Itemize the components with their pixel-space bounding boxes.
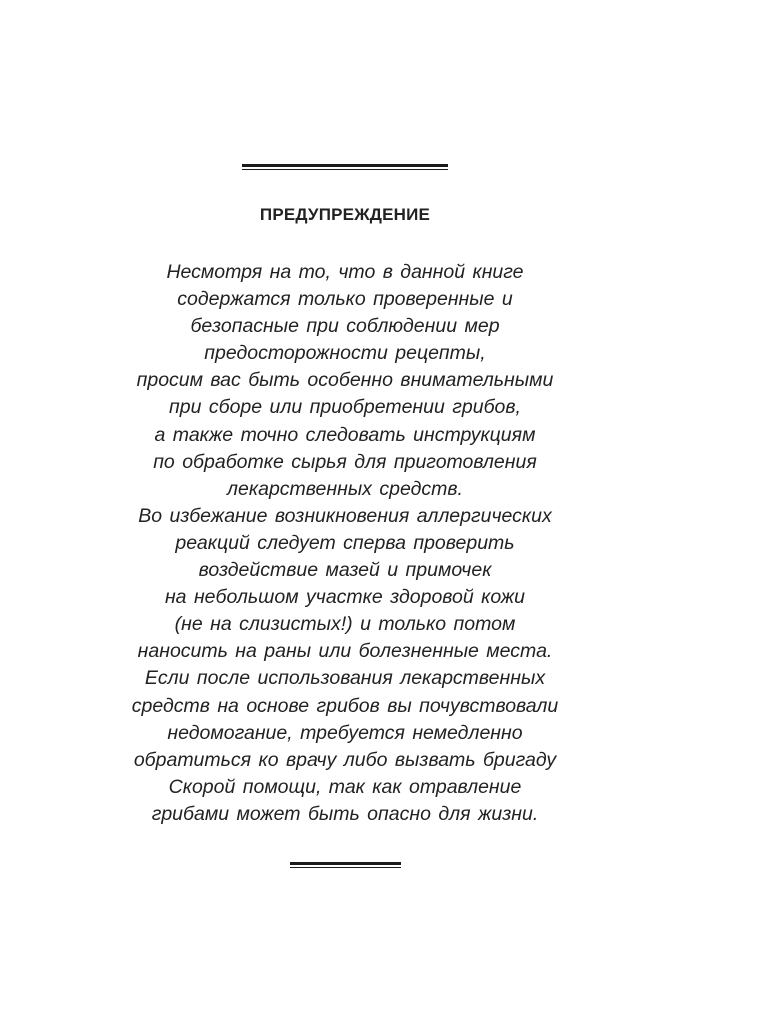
- text-line: предосторожности рецепты,: [204, 342, 486, 365]
- text-line: Во избежание возникновения аллергических: [138, 504, 552, 527]
- text-line: просим вас быть особенно внимательными: [136, 369, 554, 392]
- text-line: наносить на раны или болезненные места.: [137, 640, 553, 663]
- text-line: Скорой помощи, так как отравление: [168, 775, 522, 798]
- text-line: при сборе или приобретении грибов,: [169, 396, 521, 419]
- text-line: Если после использования лекарственных: [144, 667, 546, 690]
- text-line: а также точно следовать инструкциям: [154, 423, 536, 446]
- warning-heading: ПРЕДУПРЕЖДЕНИЕ: [259, 205, 431, 224]
- text-line: средств на основе грибов вы почувствовали: [131, 694, 559, 717]
- text-line: по обработке сырья для приготовления: [153, 450, 537, 473]
- text-line: обратиться ко врачу либо вызвать бригаду: [133, 748, 557, 771]
- text-line: лекарственных средств.: [227, 477, 463, 500]
- text-line: Несмотря на то, что в данной книге: [166, 261, 524, 283]
- text-line: на небольшом участке здоровой кожи: [164, 586, 526, 609]
- top-divider: [242, 164, 448, 170]
- text-line: грибами может быть опасно для жизни.: [151, 802, 539, 825]
- bottom-divider: [290, 862, 401, 868]
- warning-text: [0, 259, 690, 828]
- text-line: содержатся только проверенные и: [177, 288, 513, 311]
- text-line: реакций следует сперва проверить: [175, 531, 515, 554]
- text-line: недомогание, требуется немедленно: [167, 721, 523, 744]
- text-line: (не на слизистых!) и только потом: [174, 613, 516, 636]
- text-line: безопасные при соблюдении мер: [190, 315, 500, 338]
- text-line: воздействие мазей и примочек: [198, 559, 492, 582]
